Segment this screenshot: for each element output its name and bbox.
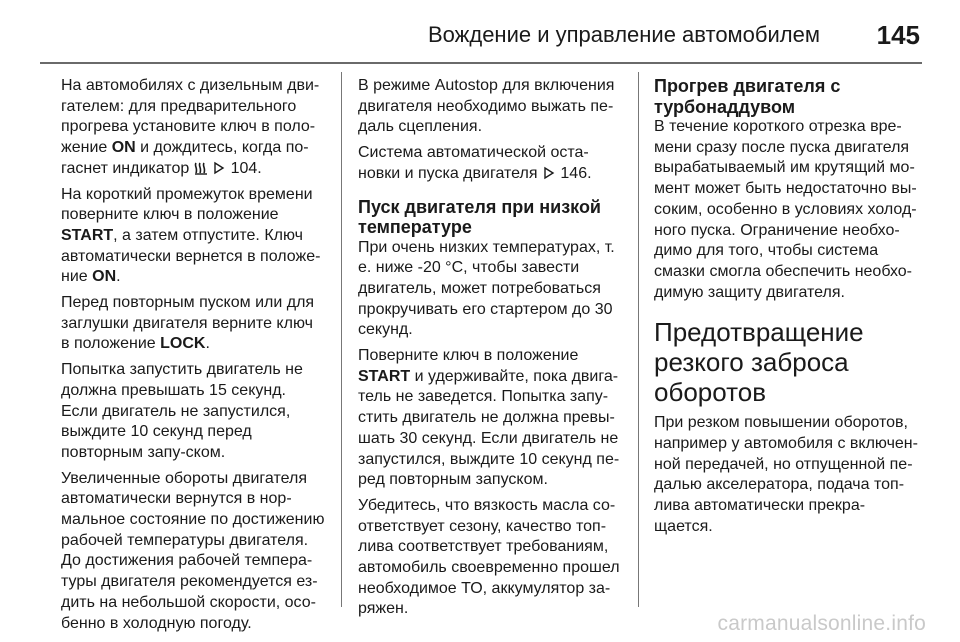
page-title: Вождение и управление автомобилем [427, 22, 820, 47]
page-number: 145 [876, 20, 920, 50]
paragraph-fuel-cutoff: При резком повышении оборотов, например у автомобиля с включен-ной передачей, но отпущенной пе-далью акселератора, подача топ-лива автоматически прекра-щается. [654, 414, 918, 535]
glow-plug-icon [194, 161, 208, 175]
paragraph-start-key: На короткий промежуток времени поверните ключ в положение START, а затем отпустите. Ключ автоматически вернется в положе-ние ON. [61, 185, 321, 286]
paragraph-lock: Перед повторным пуском или для заглушки двигателя верните ключ в положение LOCK. [61, 294, 315, 353]
page-reference-arrow-icon [212, 161, 226, 175]
column-3 [654, 76, 922, 543]
header-divider [40, 62, 922, 64]
watermark: carmanualsonline.info [717, 612, 926, 635]
page-reference-arrow-icon [542, 166, 556, 180]
paragraph-diesel-preheat: На автомобилях с дизельным дви-гателем: для предварительного прогрева установите ключ в поло-жение ON и дождитесь, когда по-гаснет индикатор 104. [61, 77, 320, 177]
heading-turbo-warmup: Прогрев двигателя с турбонаддувом [654, 76, 841, 117]
heading-cold-start: Пуск двигателя при низкой температуре [358, 196, 601, 238]
paragraph-stop-start-ref: Система автоматической оста-новки и пуска двигателя 146. [358, 144, 592, 182]
paragraph-idle-speed: Увеличенные обороты двигателя автоматически вернутся в нор-мальное состояние по достижению рабочей температуры двигателя. До достижения рабочей темпера-туры двигателя рекомендуется ез-дить на небольшой скорости, осо-бенно в холодную погоду. [61, 469, 325, 632]
column-2 [358, 76, 624, 625]
paragraph-check-oil: Убедитесь, что вязкость масла со-ответствует сезону, качество топ-лива соответствует требованиям, автомобиль своевременно прошел необходимое ТО, аккумулятор за-ряжен. [358, 496, 620, 618]
paragraph-start-attempt: Попытка запустить двигатель не должна превышать 15 секунд. Если двигатель не запустился, выждите 10 секунд перед повторным запу-ском. [61, 361, 303, 461]
paragraph-low-temperature: При очень низких температурах, т. е. ниже -20 °С, чтобы завести двигатель, может потребоваться прокручивать его стартером до 30 секунд. [358, 238, 615, 339]
column-1 [61, 76, 325, 639]
paragraph-turbo-torque: В течение короткого отрезка вре-мени сразу после пуска двигателя вырабатываемый им крутящий мо-мент может быть недостаточно вы-соким, особенно в условиях холод-ного пуска. Ограничение необхо-димо для того, чтобы система смазки смогла обеспечить необхо-димую защиту двигателя. [654, 118, 917, 301]
paragraph-autostop: В режиме Autostop для включения двигателя необходимо выжать пе-даль сцепления. [358, 77, 615, 136]
column-divider-1 [341, 72, 342, 607]
paragraph-hold-start: Поверните ключ в положение START и удерживайте, пока двига-тель не заведется. Попытка запу-стить двигатель не должна превы-шать 30 секунд. Если двигатель не запустился, выждите 10 секунд пе-ред повторным запуском. [358, 347, 620, 489]
column-divider-2 [638, 72, 639, 607]
heading-overspeed-prevention: Предотвращение резкого заброса оборотов [654, 317, 864, 408]
